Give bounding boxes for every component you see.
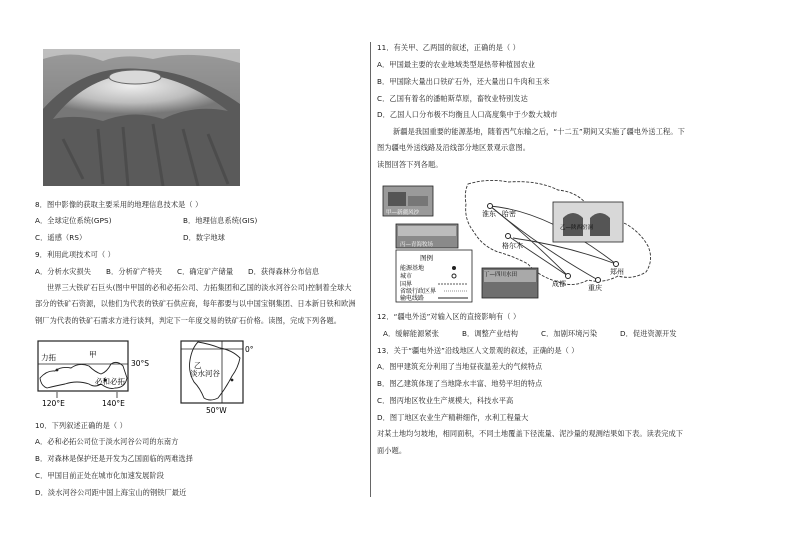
q13-option-b: B．图乙建筑体现了当地降水丰富、地势平坦的特点 <box>377 379 543 388</box>
q12-stem: 12．“疆电外送”对输入区的直接影响有（ ） <box>377 312 521 321</box>
q10-option-d: D．淡水河谷公司距中国上海宝山的钢铁厂最近 <box>35 488 187 497</box>
q13-option-d: D．图丁地区农业生产精耕细作，水利工程量大 <box>377 413 529 422</box>
q9-option-c: C．确定矿产储量 <box>177 267 234 276</box>
passage-line-3: 钢厂为代表的铁矿石需求方进行谈判，判定下一年度交易的铁矿石价格。读图，完成下列各题。 <box>35 316 342 325</box>
q8-option-a: A．全球定位系统(GPS) <box>35 216 112 225</box>
panel-yi-label: 乙—陕西窑洞 <box>560 225 594 231</box>
label-120e: 120°E <box>42 399 65 408</box>
legend-border: 国界 <box>400 281 413 288</box>
city-chengdu: 成都 <box>552 280 566 288</box>
q8-option-b: B．地理信息系统(GIS) <box>183 216 258 225</box>
q10-stem: 10．下列叙述正确的是（ ） <box>35 421 127 430</box>
passage-line-2: 部分的铁矿石资源，以他们为代表的铁矿石供应商，每年都要与以中国宝钢集团、日本新日铁和欧洲 <box>35 299 356 308</box>
label-lituo: 力拓 <box>41 353 56 362</box>
q13-option-c: C．图丙地区牧业生产规模大，科技水平高 <box>377 396 514 405</box>
q8-stem: 8．图中影像的获取主要采用的地理信息技术是（ ） <box>35 200 203 209</box>
city-chongqing: 重庆 <box>588 284 602 292</box>
city-zhengzhou: 郑州 <box>610 268 624 276</box>
power-transmission-map <box>378 176 663 306</box>
q9-stem: 9．利用此项技术可（ ） <box>35 250 115 259</box>
q11-option-a: A．甲国最主要的农业地域类型是热带种植园农业 <box>377 60 536 69</box>
city-golmud: 格尔木 <box>502 242 523 250</box>
legend-energy: 能源基地 <box>400 265 425 272</box>
q8-option-d: D．数字地球 <box>183 233 226 242</box>
column-divider <box>370 42 371 497</box>
q10-option-c: C．甲国目前正处在城市化加速发展阶段 <box>35 471 165 480</box>
q13-option-a: A．图甲建筑充分利用了当地昼夜温差大的气候特点 <box>377 362 543 371</box>
city-huaidong: 淮东 <box>482 210 496 218</box>
q12-option-c: C．加剧环境污染 <box>541 329 598 338</box>
passage3-line-1: 对某土地均匀坡地，相同面积，不同土地覆盖下径流量、泥沙量的观测结果如下表。读表完成下 <box>377 429 684 438</box>
q8-option-c: C．遥感（RS） <box>35 233 87 242</box>
legend-province: 省级行政区界 <box>400 288 437 295</box>
q9-option-d: D．获得森林分布信息 <box>248 267 320 276</box>
q11-option-d: D．乙国人口分布极不均衡且人口高度集中于少数大城市 <box>377 110 558 119</box>
legend-line: 输电线路 <box>400 295 425 302</box>
label-yi: 乙 <box>194 361 202 370</box>
panel-bing-label: 丙—青海牧场 <box>400 242 434 248</box>
passage2-line-1: 新疆是我国重要的能源基地，随着西气东输之后，“十二五”期间又实施了疆电外送工程。下 <box>393 127 685 136</box>
q12-option-d: D．促进资源开发 <box>620 329 677 338</box>
label-50w: 50°W <box>206 406 227 415</box>
q10-option-b: B．对森林是保护还是开发为乙国面临的两难选择 <box>35 454 194 463</box>
label-30s: 30°S <box>131 359 150 368</box>
label-140e: 140°E <box>102 399 125 408</box>
q12-option-a: A．缓解能源紧张 <box>383 329 440 338</box>
city-hami: 哈密 <box>502 210 516 218</box>
q11-stem: 11．有关甲、乙两国的叙述，正确的是（ ） <box>377 43 520 52</box>
label-bhp: 必和必拓 <box>95 377 125 386</box>
legend-city: 城市 <box>400 273 413 280</box>
mountain-satellite-image <box>43 49 240 186</box>
q13-stem: 13．关于“疆电外送”沿线地区人文景观的叙述，正确的是（ ） <box>377 346 579 355</box>
label-jia: 甲 <box>89 350 97 359</box>
q9-option-a: A．分析水灾损失 <box>35 267 92 276</box>
q9-option-b: B．分析矿产特夹 <box>106 267 163 276</box>
panel-ding-label: 丁—四川水田 <box>484 272 518 278</box>
passage3-line-2: 面小题。 <box>377 446 407 455</box>
q11-option-c: C．乙国有着名的潘帕斯草原，畜牧业特别发达 <box>377 94 528 103</box>
passage2-line-2: 图为疆电外送线路及沿线部分地区景观示意图。 <box>377 143 531 152</box>
brazil-map <box>180 340 264 416</box>
australia-map <box>37 340 165 408</box>
panel-jia-label: 甲—新疆风沙 <box>386 210 420 216</box>
passage-line-1: 世界三大铁矿石巨头(图中甲国的必和必拓公司、力拓集团和乙国的淡水河谷公司)控制着全球大 <box>47 283 352 292</box>
passage2-line-3: 读图回答下列各题。 <box>377 160 443 169</box>
label-vale: 淡水河谷 <box>190 369 220 378</box>
label-0deg: 0° <box>245 345 254 354</box>
q12-option-b: B．调整产业结构 <box>462 329 519 338</box>
q10-option-a: A．必和必拓公司位于淡水河谷公司的东南方 <box>35 437 179 446</box>
q11-option-b: B．甲国除大量出口铁矿石外，还大量出口牛肉和玉米 <box>377 77 550 86</box>
legend-title: 图例 <box>420 254 433 262</box>
